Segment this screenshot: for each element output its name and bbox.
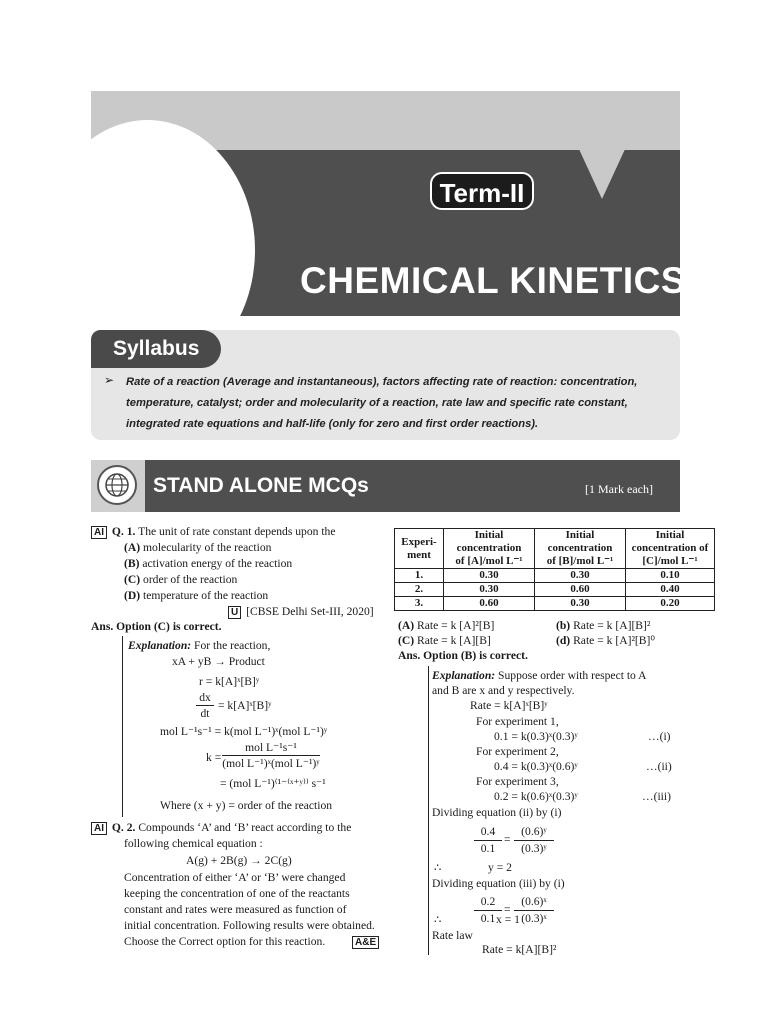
q2-option xyxy=(556,633,655,649)
q2-rate-law: Rate = k[A][B]² xyxy=(482,943,557,956)
explanation-label: Explanation: xyxy=(128,639,192,652)
fraction-numerator: 0.2 xyxy=(474,894,502,911)
q2-answer: Ans. Option (B) is correct. xyxy=(398,649,528,662)
q2-exp3-label: For experiment 3, xyxy=(476,775,559,788)
table-header-row xyxy=(395,529,715,569)
q1-answer: Ans. Option (C) is correct. xyxy=(91,620,222,633)
q1-source-text: [CBSE Delhi Set-III, 2020] xyxy=(246,605,374,618)
table-cell: 0.30 xyxy=(535,569,626,583)
option-letter: (C) xyxy=(124,573,141,586)
q2-expl-intro-1 xyxy=(432,668,646,684)
option-letter: (D) xyxy=(124,589,141,602)
q2-body-1: keeping the concentration of one of the reactants xyxy=(124,887,350,900)
table-cell: 0.30 xyxy=(535,597,626,611)
q2-rate-law-label: Rate law xyxy=(432,929,473,942)
q2-stem-line xyxy=(91,820,351,836)
q2-source xyxy=(352,934,381,950)
q2-body-4: Choose the Correct option for this reaction. xyxy=(124,935,326,948)
syllabus-tab: Syllabus xyxy=(91,330,221,368)
table-row xyxy=(395,597,715,611)
q2-frac1-left xyxy=(474,824,502,857)
section-title: STAND ALONE MCQs xyxy=(153,474,369,497)
q1-option xyxy=(124,572,237,588)
table-header-cell: Initial concentration of [B]/mol L⁻¹ xyxy=(535,529,626,569)
q2-option xyxy=(556,618,650,634)
q1-explanation-intro xyxy=(128,638,270,654)
q2-frac2-right xyxy=(514,894,554,927)
fraction-numerator: (0.6)ˣ xyxy=(514,894,554,911)
q2-equation: A(g) + 2B(g) → 2C(g) xyxy=(186,854,292,867)
q2-x-result: x = 1 xyxy=(496,913,520,926)
therefore-symbol: ∴ xyxy=(434,861,442,874)
table-cell: 3. xyxy=(395,597,444,611)
q1-eq4: mol L⁻¹s⁻¹ = k(mol L⁻¹)ˣ(mol L⁻¹)ʸ xyxy=(160,725,328,738)
syllabus-text xyxy=(104,372,674,435)
therefore-symbol: ∴ xyxy=(434,913,442,926)
q2-body-3: initial concentration. Following results were obtained. xyxy=(124,919,375,932)
q2-expl-rate: Rate = k[A]ˣ[B]ʸ xyxy=(470,699,548,712)
bullet-arrow-icon: ➢ xyxy=(104,373,115,387)
term-badge: Term-II xyxy=(430,172,534,210)
section-marks: [1 Mark each] xyxy=(585,482,653,496)
q2-stem-0: Compounds ‘A’ and ‘B’ react according to the xyxy=(138,821,352,834)
option-text: Rate = k [A][B] xyxy=(417,634,491,647)
ai-badge: AI xyxy=(91,526,107,539)
fraction-numerator: (0.6)ʸ xyxy=(514,824,554,841)
option-text: activation energy of the reaction xyxy=(142,557,293,570)
ae-badge: A&E xyxy=(352,936,379,949)
q2-tag2: …(ii) xyxy=(646,760,672,773)
q1-eq2: r = k[A]ˣ[B]ʸ xyxy=(199,675,260,688)
q1-where: Where (x + y) = order of the reaction xyxy=(160,799,333,812)
q2-exp2-label: For experiment 2, xyxy=(476,745,559,758)
ai-badge: AI xyxy=(91,822,107,835)
equals-sign: = xyxy=(504,833,511,846)
u-badge: U xyxy=(228,606,241,619)
q1-eq3-fraction xyxy=(196,690,214,721)
option-letter: (A) xyxy=(398,619,415,632)
fraction-denominator: 0.1 xyxy=(480,842,496,855)
q2-exp1-label: For experiment 1, xyxy=(476,715,559,728)
q2-div2: Dividing equation (iii) by (i) xyxy=(432,877,565,890)
table-cell: 0.30 xyxy=(444,569,535,583)
table-cell: 0.30 xyxy=(444,583,535,597)
q1-eq5-lhs: k = xyxy=(206,751,222,764)
table-header-cell: Experi- ment xyxy=(395,529,444,569)
table-cell: 0.60 xyxy=(444,597,535,611)
syllabus-content: Rate of a reaction (Average and instantaneous), factors affecting rate of reaction: concentration, temperature, catalyst; order and molecularity of a reaction, rate law and specific rate constant, integrated rate equations and half-life (only for zero and first order reactions). xyxy=(126,376,638,430)
q2-body-0: Concentration of either ‘A’ or ‘B’ were changed xyxy=(124,871,346,884)
q2-tag3: …(iii) xyxy=(642,790,671,803)
q1-eq1: xA + yB → Product xyxy=(172,655,265,668)
fraction-denominator: dt xyxy=(200,707,210,720)
table-row xyxy=(395,583,715,597)
option-letter: (A) xyxy=(124,541,141,554)
q1-number: Q. 1. xyxy=(111,525,136,538)
chapter-title: CHEMICAL KINETICS xyxy=(300,260,687,301)
option-letter: (C) xyxy=(398,634,415,647)
table-cell: 0.60 xyxy=(535,583,626,597)
table-cell: 0.20 xyxy=(626,597,715,611)
q2-expl-intro-2: and B are x and y respectively. xyxy=(432,684,575,697)
q1-eq5-fraction xyxy=(222,740,320,772)
q2-number: Q. 2. xyxy=(111,821,136,834)
globe-icon xyxy=(97,465,137,505)
table-cell: 0.10 xyxy=(626,569,715,583)
fraction-denominator: (0.3)ˣ xyxy=(521,912,547,925)
q2-option xyxy=(398,633,491,649)
explanation-intro: For the reaction, xyxy=(194,639,271,652)
option-text: Rate = k [A]²[B] xyxy=(417,619,495,632)
q2-body-2: constant and rates were measured as function of xyxy=(124,903,347,916)
q1-stem: The unit of rate constant depends upon the xyxy=(138,525,336,538)
table-header-cell: Initial concentration of [A]/mol L⁻¹ xyxy=(444,529,535,569)
q1-option xyxy=(124,588,268,604)
table-cell: 2. xyxy=(395,583,444,597)
explanation-intro: Suppose order with respect to A xyxy=(498,669,647,682)
q2-exp1: 0.1 = k(0.3)ˣ(0.3)ʸ xyxy=(494,730,578,743)
q1-stem-line xyxy=(91,524,336,540)
concentration-table xyxy=(394,528,715,611)
table-cell: 1. xyxy=(395,569,444,583)
explanation-label: Explanation: xyxy=(432,669,496,682)
fraction-numerator: mol L⁻¹s⁻¹ xyxy=(222,740,320,756)
q2-y-result: y = 2 xyxy=(488,861,512,874)
fraction-denominator: (mol L⁻¹)ˣ(mol L⁻¹)ʸ xyxy=(222,757,320,770)
q1-option xyxy=(124,540,271,556)
q1-option xyxy=(124,556,292,572)
equals-sign: = xyxy=(504,903,511,916)
option-letter: (b) xyxy=(556,619,571,632)
option-letter: (d) xyxy=(556,634,571,647)
q1-eq3-rhs: = k[A]ˣ[B]ʸ xyxy=(218,699,272,712)
q2-exp3: 0.2 = k(0.6)ˣ(0.3)ʸ xyxy=(494,790,578,803)
option-text: Rate = k [A][B]² xyxy=(573,619,651,632)
table-row xyxy=(395,569,715,583)
option-text: molecularity of the reaction xyxy=(143,541,272,554)
fraction-numerator: dx xyxy=(196,690,214,706)
table-header-cell: Initial concentration of [C]/mol L⁻¹ xyxy=(626,529,715,569)
fraction-denominator: (0.3)ʸ xyxy=(521,842,547,855)
q1-source xyxy=(228,604,374,620)
option-letter: (B) xyxy=(124,557,140,570)
q2-div1: Dividing equation (ii) by (i) xyxy=(432,806,562,819)
q2-stem-1: following chemical equation : xyxy=(124,837,263,850)
q2-frac1-right xyxy=(514,824,554,857)
option-text: order of the reaction xyxy=(143,573,238,586)
fraction-numerator: 0.4 xyxy=(474,824,502,841)
table-cell: 0.40 xyxy=(626,583,715,597)
option-text: temperature of the reaction xyxy=(143,589,269,602)
q1-eq6: = (mol L⁻¹)⁽¹⁻⁽ˣ⁺ʸ⁾⁾ s⁻¹ xyxy=(220,777,326,790)
q2-exp2: 0.4 = k(0.3)ˣ(0.6)ʸ xyxy=(494,760,578,773)
banner-notch xyxy=(578,147,626,199)
q2-tag1: …(i) xyxy=(648,730,671,743)
option-text: Rate = k [A]²[B]⁰ xyxy=(573,634,656,647)
fraction-denominator: 0.1 xyxy=(480,912,496,925)
q2-option xyxy=(398,618,494,634)
